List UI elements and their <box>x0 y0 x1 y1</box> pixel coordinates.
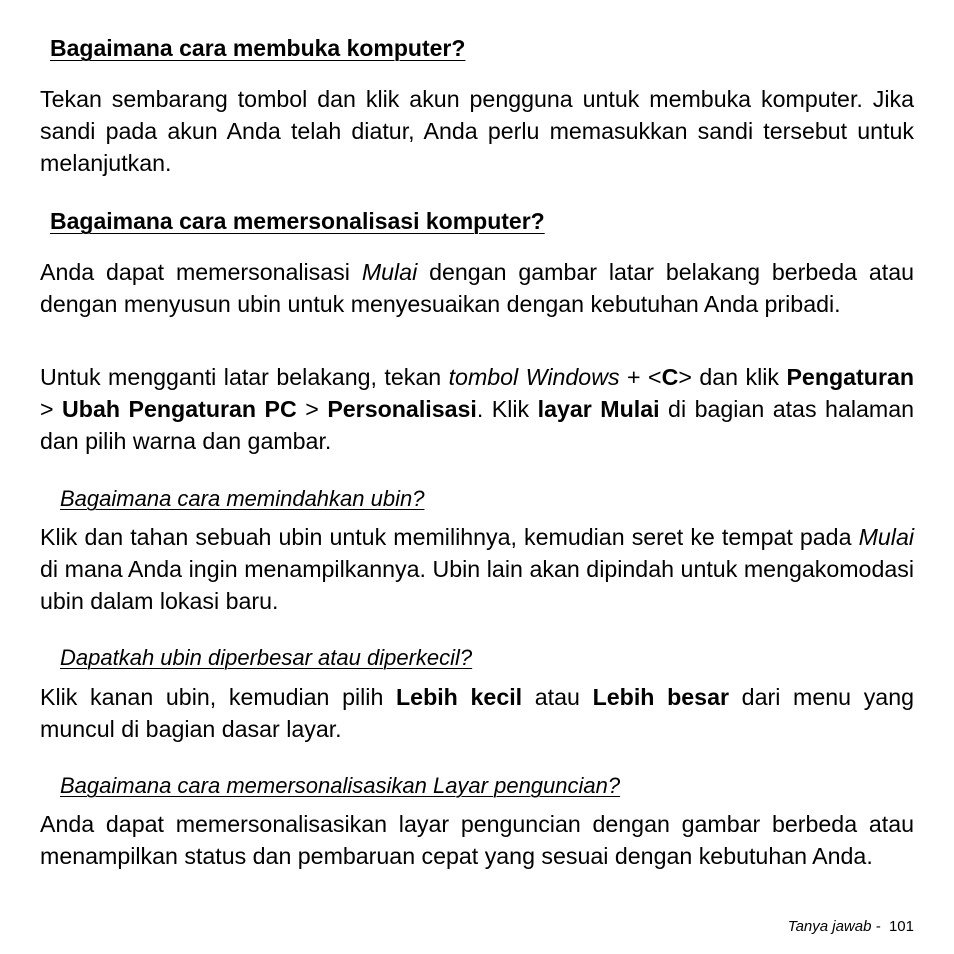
term-mulai: Mulai <box>858 524 914 550</box>
paragraph-move-tiles: Klik dan tahan sebuah ubin untuk memilihnya, kemudian seret ke tempat pada Mulai di mana Anda ingin menampilkannya. Ubin lain akan dipindah untuk mengakomodasi ubin dalam lokasi baru. <box>40 524 914 614</box>
menu-pengaturan: Pengaturan <box>786 364 915 390</box>
footer-section-label: Tanya jawab - <box>787 918 881 935</box>
menu-personalisasi: Personalisasi <box>327 396 477 422</box>
key-c: C <box>661 364 679 390</box>
option-lebih-kecil: Lebih kecil <box>396 684 523 710</box>
paragraph-personalize-start: Anda dapat memersonalisasi Mulai dengan gambar latar belakang berbeda atau dengan menyusun ubin untuk menyesuaikan dengan kebutuhan Anda pribadi. <box>40 259 915 317</box>
menu-ubah-pengaturan-pc: Ubah Pengaturan PC <box>62 396 297 422</box>
subheading-lock-screen: Bagaimana cara memersonalisasikan Layar penguncian? <box>60 773 621 798</box>
menu-layar-mulai: layar Mulai <box>537 396 660 422</box>
page-footer <box>788 917 914 937</box>
paragraph-change-background: Untuk mengganti latar belakang, tekan tombol Windows + <C> dan klik Pengaturan > Ubah Pengaturan PC > Personalisasi. Klik layar Mulai di bagian atas halaman dan pilih warna dan gambar. <box>40 364 915 454</box>
paragraph-resize-tiles: Klik kanan ubin, kemudian pilih Lebih kecil atau Lebih besar dari menu yang muncul di bagian dasar layar. <box>40 684 914 742</box>
term-mulai: Mulai <box>361 259 418 285</box>
heading-open-computer: Bagaimana cara membuka komputer? <box>50 35 466 61</box>
paragraph-open-computer: Tekan sembarang tombol dan klik akun pengguna untuk membuka komputer. Jika sandi pada akun Anda telah diatur, Anda perlu memasukkan sandi tersebut untuk melanjutkan. <box>40 86 914 176</box>
heading-personalize-computer: Bagaimana cara memersonalisasi komputer? <box>50 208 545 234</box>
page-number: 101 <box>888 918 914 935</box>
option-lebih-besar: Lebih besar <box>592 684 729 710</box>
term-windows-key: tombol Windows <box>448 364 620 390</box>
subheading-move-tiles: Bagaimana cara memindahkan ubin? <box>60 486 425 511</box>
paragraph-lock-screen: Anda dapat memersonalisasikan layar penguncian dengan gambar berbeda atau menampilkan status dan pembaruan cepat yang sesuai dengan kebutuhan Anda. <box>40 811 914 869</box>
subheading-resize-tiles: Dapatkah ubin diperbesar atau diperkecil? <box>60 645 473 670</box>
